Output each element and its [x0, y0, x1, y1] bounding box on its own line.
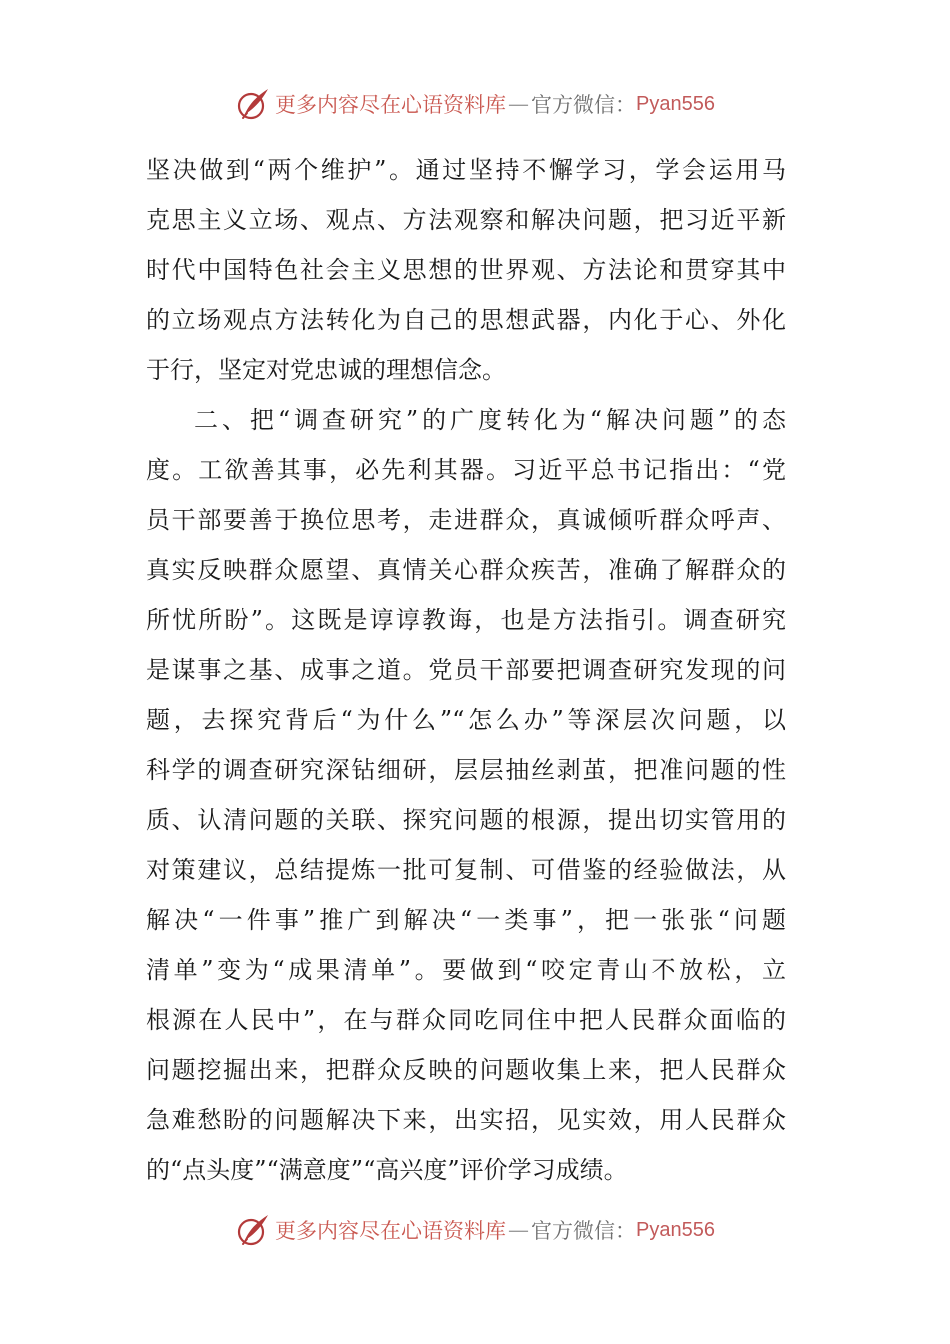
body-text [146, 145, 786, 1195]
header-banner [0, 84, 950, 124]
body-line: 质、认清问题的关联、探究问题的根源，提出切实管用的 [146, 806, 786, 834]
banner-dash: — [508, 92, 530, 116]
banner-dash: — [508, 1218, 530, 1242]
body-line: 于行，坚定对党忠诚的理想信念。 [146, 356, 506, 384]
body-line: 解决“一件事”推广到解决“一类事”，把一张张“问题 [146, 906, 786, 934]
quill-logo-icon [235, 1212, 271, 1248]
paragraph-start-line: 二、把“调查研究”的广度转化为“解决问题”的态 [194, 406, 786, 434]
body-line: 员干部要善于换位思考，走进群众，真诚倾听群众呼声、 [146, 506, 786, 534]
body-line: 急难愁盼的问题解决下来，出实招，见实效，用人民群众 [146, 1106, 786, 1134]
body-line: 对策建议，总结提炼一批可复制、可借鉴的经验做法，从 [146, 856, 786, 884]
banner-wechat-id: Pyan556 [636, 92, 715, 115]
body-line: 是谋事之基、成事之道。党员干部要把调查研究发现的问 [146, 656, 786, 684]
body-line: 清单”变为“成果清单”。要做到“咬定青山不放松，立 [146, 956, 786, 984]
body-line: 的“点头度”“满意度”“高兴度”评价学习成绩。 [146, 1156, 628, 1184]
banner-text: 更多内容尽在心语资料库 [275, 93, 507, 117]
body-line: 坚决做到“两个维护”。通过坚持不懈学习，学会运用马 [146, 156, 786, 184]
footer-banner [0, 1210, 950, 1250]
banner-wechat-label: 官方微信： [531, 93, 637, 117]
body-line: 时代中国特色社会主义思想的世界观、方法论和贯穿其中 [146, 256, 786, 284]
body-line: 科学的调查研究深钻细研，层层抽丝剥茧，把准问题的性 [146, 756, 786, 784]
quill-logo-icon [235, 86, 271, 122]
body-line: 真实反映群众愿望、真情关心群众疾苦，准确了解群众的 [146, 556, 786, 584]
body-line: 度。工欲善其事，必先利其器。习近平总书记指出：“党 [146, 456, 786, 484]
body-line: 所忧所盼”。这既是谆谆教诲，也是方法指引。调查研究 [146, 606, 786, 634]
banner-text: 更多内容尽在心语资料库 [275, 1219, 507, 1243]
body-line: 根源在人民中”，在与群众同吃同住中把人民群众面临的 [146, 1006, 786, 1034]
body-line: 的立场观点方法转化为自己的思想武器，内化于心、外化 [146, 306, 786, 334]
banner-wechat-label: 官方微信： [531, 1219, 637, 1243]
banner-wechat-id: Pyan556 [636, 1218, 715, 1241]
body-line: 题，去探究背后“为什么”“怎么办”等深层次问题，以 [146, 706, 786, 734]
body-line: 问题挖掘出来，把群众反映的问题收集上来，把人民群众 [146, 1056, 786, 1084]
body-line: 克思主义立场、观点、方法观察和解决问题，把习近平新 [146, 206, 786, 234]
